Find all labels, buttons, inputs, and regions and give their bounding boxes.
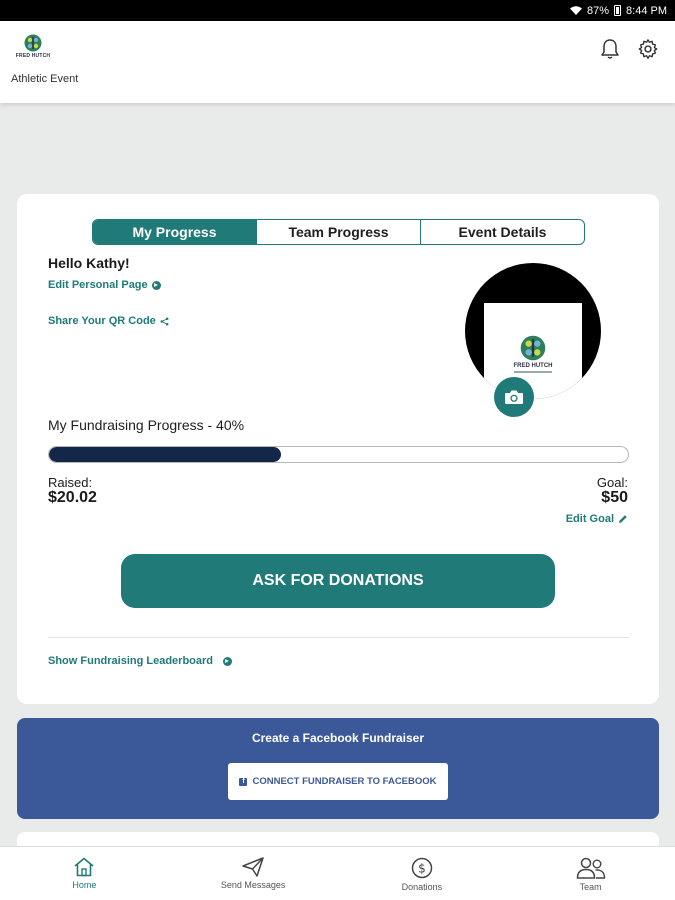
nav-send-messages[interactable] — [169, 847, 338, 900]
facebook-fundraiser-title: Create a Facebook Fundraiser — [251, 731, 425, 745]
raised-amount: $20.02 — [48, 489, 97, 506]
arrow-right-circle-icon — [223, 657, 232, 666]
app-header — [0, 21, 675, 103]
nav-home[interactable] — [0, 847, 169, 900]
facebook-icon: f — [239, 778, 247, 786]
change-photo-button[interactable] — [494, 377, 534, 417]
tab-team-progress[interactable]: Team Progress — [257, 220, 421, 244]
nav-send-messages-label: Send Messages — [220, 880, 286, 890]
share-qr-code-link[interactable] — [48, 315, 169, 327]
show-leaderboard-label: Show Fundraising Leaderboard — [48, 655, 214, 667]
brand-logo — [14, 34, 52, 64]
avatar-logo-underline — [514, 371, 552, 373]
tab-event-details[interactable]: Event Details — [458, 224, 547, 240]
greeting: Hello Kathy! — [48, 255, 130, 271]
raised-label: Raised: — [48, 475, 93, 490]
nav-team-label: Team — [579, 882, 602, 892]
edit-personal-page-link[interactable] — [48, 279, 161, 291]
avatar-logo-text: FRED HUTCH — [513, 363, 553, 369]
home-icon — [73, 857, 95, 877]
nav-donations-label: Donations — [401, 882, 443, 892]
goal-label: Goal: — [596, 475, 628, 490]
fundraising-progress-bar — [48, 446, 629, 463]
nav-donations[interactable] — [338, 847, 507, 900]
fundraising-progress-fill — [49, 447, 281, 462]
wifi-icon — [570, 6, 582, 15]
progress-tabs — [92, 219, 585, 245]
edit-goal-link[interactable] — [566, 513, 628, 525]
facebook-fundraiser-card — [17, 718, 659, 819]
fundraising-progress-title: My Fundraising Progress - 40% — [48, 417, 245, 433]
settings-button[interactable] — [636, 37, 660, 61]
notifications-button[interactable] — [598, 37, 622, 61]
show-leaderboard-link[interactable] — [48, 655, 232, 667]
logo-mark-icon — [24, 34, 42, 52]
avatar-logo-icon — [520, 335, 546, 361]
dollar-icon — [411, 857, 433, 879]
ask-for-donations-button[interactable]: ASK FOR DONATIONS — [121, 554, 555, 608]
pencil-icon — [618, 514, 628, 524]
share-qr-code-label: Share Your QR Code — [48, 315, 156, 327]
tab-my-progress[interactable]: My Progress — [93, 220, 257, 244]
battery-icon — [614, 5, 621, 16]
logo-text: FRED HUTCH — [15, 53, 51, 59]
send-icon — [242, 857, 264, 877]
battery-percent: 87% — [587, 4, 610, 17]
status-bar — [0, 0, 675, 21]
bell-icon — [600, 38, 620, 60]
progress-card — [17, 194, 659, 704]
nav-team[interactable] — [506, 847, 675, 900]
edit-personal-page-label: Edit Personal Page — [48, 279, 148, 291]
camera-icon — [504, 389, 524, 405]
bottom-navigation — [0, 846, 675, 900]
gear-icon — [637, 38, 659, 60]
share-icon — [160, 317, 169, 326]
arrow-right-circle-icon — [152, 281, 161, 290]
team-icon — [576, 857, 606, 879]
profile-avatar[interactable] — [465, 263, 601, 399]
nav-home-label: Home — [72, 880, 97, 890]
event-type-label: Athletic Event — [11, 73, 79, 85]
svg-text:$: $ — [418, 861, 426, 876]
edit-goal-label: Edit Goal — [565, 513, 614, 525]
goal-amount: $50 — [601, 489, 628, 506]
connect-facebook-button[interactable] — [228, 763, 448, 800]
clock: 8:44 PM — [626, 4, 667, 17]
connect-facebook-label: CONNECT FUNDRAISER TO FACEBOOK — [252, 776, 437, 787]
section-divider — [48, 637, 629, 638]
